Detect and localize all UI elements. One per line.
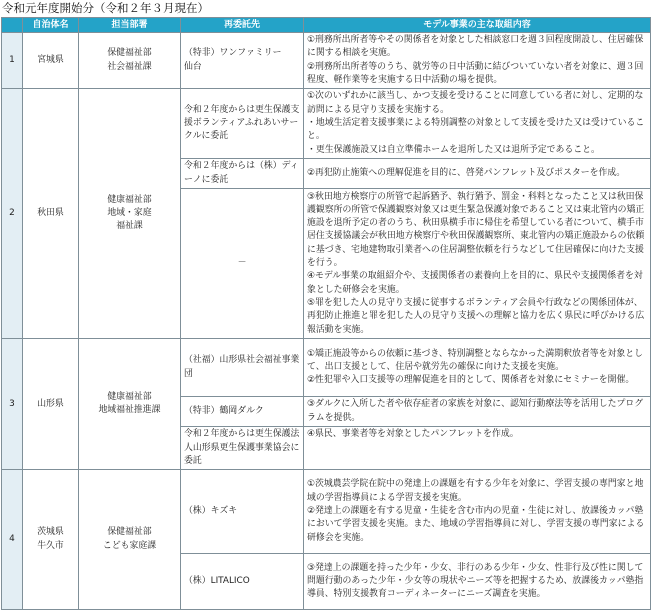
content-cell: ①刑務所出所者等やその関係者を対象とした相談窓口を週３回程度開設し、住居確保に関する相談を実施。 ②刑務所出所者等のうち、就労等の日中活動に結びついていない者を対象に、週３回程度、軽作業等を実施する日中活動の場を提供。 [304,33,651,89]
model-project-table [1,17,651,610]
content-cell: ④県民、事業者等を対象としたパンフレットを作成。 [304,427,651,470]
department-cell: 保健福祉部 社会福祉課 [79,33,181,89]
subcontractor-cell: 令和２年度からは更生保護法人山形県更生保護事業協会に委託 [181,427,304,470]
row-number: 4 [2,470,23,610]
header-municipality: 自治体名 [23,18,79,33]
row-number: 3 [2,339,23,470]
table-row [2,89,651,159]
header-no [2,18,23,33]
row-number: 2 [2,89,23,339]
content-cell: ③発達上の課題を持った少年・少女、非行のある少年・少女、性非行及び性に関して問題行動のあった少年・少女等の現状やニーズ等を把握するため、放課後カッパ塾指導員、特別支援教育コーディネーターにニーズ調査を実施。 [304,554,651,610]
municipality-cell: 山形県 [23,339,79,470]
table-row [2,33,651,89]
subcontractor-cell: （特非）ワンファミリー 仙台 [181,33,304,89]
subcontractor-cell: （社福）山形県社会福祉事業団 [181,339,304,397]
content-cell: ①茨城農芸学院在院中の発達上の課題を有する少年を対象に、学習支援の専門家と地域の学習指導員による学習支援を実施。 ②発達上の課題を有する児童・生徒を含む市内の児童・生徒に対し、放課後カッパ塾において学習支援を実施。また、地域の学習指導員に対し、学習支援の専門家による研修会を実施。 [304,470,651,554]
table-caption: 令和元年度開始分（令和２年３月現在） [2,1,209,15]
header-content: モデル事業の主な取組内容 [304,18,651,33]
content-cell: ③秋田地方検察庁の所管で起訴猶予、執行猶予、罰金・科料となったこと又は秋田保護観察所の所管で保護観察対象又は更生緊急保護対象であること又は東北管内の矯正施設を退所予定の者のうち、秋田県横手市に帰住を希望している者について、横手市居住支援協議会が秋田地方検察庁や秋田保護観察所、東北管内の矯正施設からの依頼に基づき、宅地建物取引業者への住居調整依頼を行うなどして住居確保に向けた支援を行う。 ④モデル事業の取組紹介や、支援関係者の素養向上を目的に、県民や支援関係者を対象とした研修会を実施。 ⑤罪を犯した人の見守り支援に従事するボランティア会員や行政などの関係団体が、再犯防止推進と罪を犯した人の見守り支援への理解と協力を広く県民に呼びかける広報活動を実施。 [304,189,651,339]
content-cell: ①次のいずれかに該当し、かつ支援を受けることに同意している者に対し、定期的な訪問による見守り支援を実施する。 ・地域生活定着支援事業による特別調整の対象として支援を受けた又は受けていること。 ・更生保護施設又は自立準備ホームを退所した又は退所予定であること。 [304,89,651,159]
department-cell: 保健福祉部 こども家庭課 [79,470,181,610]
subcontractor-cell: － [181,189,304,339]
subcontractor-cell: 令和２年度からは（株）ディーノに委託 [181,159,304,189]
department-cell: 健康福祉部 地域・家庭 福祉課 [79,89,181,339]
municipality-cell: 宮城県 [23,33,79,89]
department-cell: 健康福祉部 地域福祉推進課 [79,339,181,470]
row-number: 1 [2,33,23,89]
municipality-cell: 秋田県 [23,89,79,339]
content-cell: ②再犯防止施策への理解促進を目的に、啓発パンフレット及びポスターを作成。 [304,159,651,189]
header-row [2,18,651,33]
header-subcontractor: 再委託先 [181,18,304,33]
subcontractor-cell: （特非）鶴岡ダルク [181,397,304,427]
table-row [2,339,651,397]
content-cell: ③ダルクに入所した者や依存症者の家族を対象に、認知行動療法等を活用したプログラムを提供。 [304,397,651,427]
table-row [2,470,651,554]
subcontractor-cell: （株）キズキ [181,470,304,554]
subcontractor-cell: （株）LITALICO [181,554,304,610]
municipality-cell: 茨城県 牛久市 [23,470,79,610]
content-cell: ①矯正施設等からの依頼に基づき、特別調整とならなかった満期釈放者等を対象として、出口支援として、住居や就労先の確保に向けた支援を実施。 ②性犯罪や入口支援等の理解促進を目的として、関係者を対象にセミナーを開催。 [304,339,651,397]
subcontractor-cell: 令和２年度からは更生保護支援ボランティアふれあいサークルに委託 [181,89,304,159]
header-department: 担当部署 [79,18,181,33]
